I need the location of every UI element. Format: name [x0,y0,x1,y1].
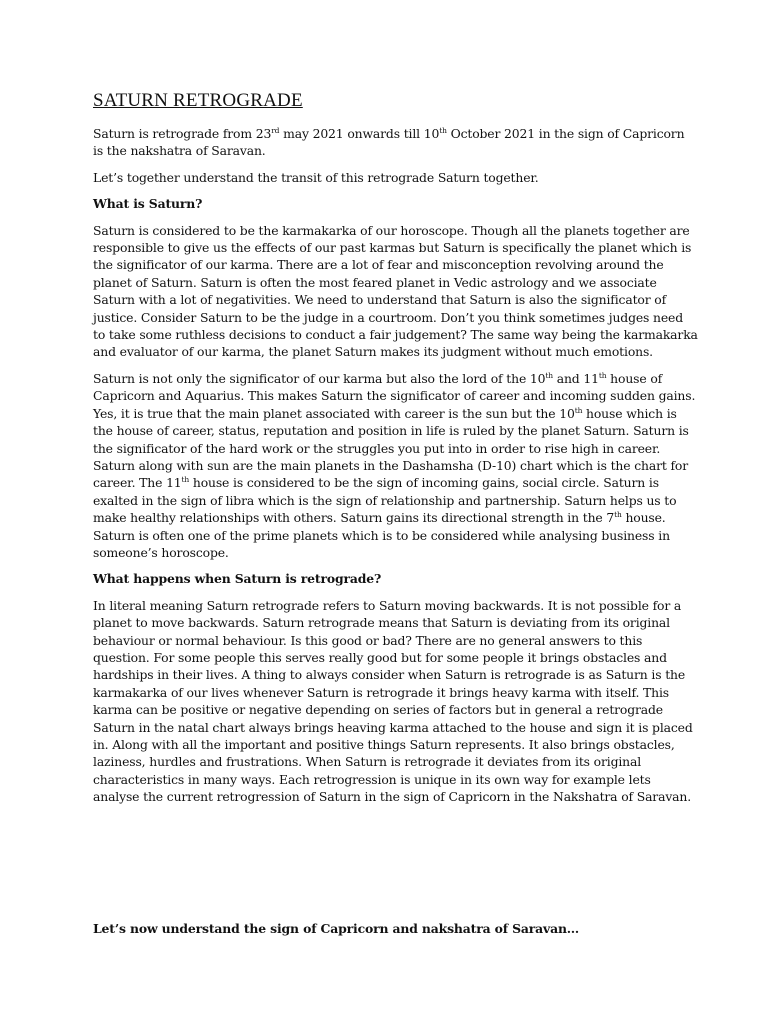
lord-sup-3: th [574,405,583,415]
lord-paragraph [93,370,698,561]
heading-what-is-saturn: What is Saturn? [93,196,203,212]
literal-meaning-paragraph: In literal meaning Saturn retrograde refers to Saturn moving backwards. It is not possible for a planet to move backwards. Saturn retrograde means that Saturn is deviating from its original behaviour or normal behaviour. Is this good or bad? There are no general answers to this question. For some people this serves really good but for some people it brings obstacles and hardships in their lives. A thing to always consider when Saturn is retrograde is as Saturn is the karmakarka of our lives whenever Saturn is retrograde it brings heavy karma with itself. This karma can be positive or negative depending on series of factors but in general a retrograde Saturn in the natal chart always brings heaving karma attached to the house and sign it is placed in. Along with all the important and positive things Saturn represents. It also brings obstacles, laziness, hurdles and frustrations. When Saturn is retrograde it deviates from its original characteristics in many ways. Each retrogression is unique in its own way for example lets analyse the current retrogression of Saturn in the sign of Capricorn in the Nakshatra of Saravan. [93,597,693,805]
document-title: SATURN RETROGRADE [93,90,303,111]
intro-text-1: Saturn is retrograde from 23 [93,126,272,141]
lord-sup-4: th [181,475,190,485]
lord-text-6: house. Saturn is often one of the prime planets which is to be considered while analysing business in someone’s horoscope. [93,510,670,560]
lord-sup-2: th [598,370,607,380]
lets-together-paragraph: Let’s together understand the transit of this retrograde Saturn together. [93,169,539,185]
lord-text-5: house is considered to be the sign of incoming gains, social circle. Saturn is exalted in the sign of libra which is the sign of relationship and partnership. Saturn helps us to make healthy relationships with others. Saturn gains its directional strength in the 7 [93,475,677,526]
blank-space [93,815,698,920]
lord-text-2: and 11 [552,370,599,386]
lord-sup-1: th [545,370,553,380]
intro-paragraph [93,125,698,160]
intro-sup-2: th [439,125,447,135]
lord-text-4: house which is the house of career, status, reputation and position in life is ruled by the planet Saturn. Saturn is the significator of the hard work or the struggles you put into in order to rise high in career. Saturn along with sun are the main planets in the Dashamsha (D-10) chart which is the chart for career. The 11 [93,405,689,491]
karmakarka-paragraph: Saturn is considered to be the karmakarka of our horoscope. Though all the planets together are responsible to give us the effects of our past karmas but Saturn is specifically the planet which is the significator of our karma. There are a lot of fear and misconception revolving around the planet of Saturn. Saturn is often the most feared planet in Vedic astrology and we associate Saturn with a lot of negativities. We need to understand that Saturn is also the significator of justice. Consider Saturn to be the judge in a courtroom. Don’t you think sometimes judges need to take some ruthless decisions to conduct a fair judgement? The same way being the karmakarka and evaluator of our karma, the planet Saturn makes its judgment without much emotions. [93,222,698,360]
intro-text-2: may 2021 onwards till 10 [279,126,440,141]
intro-text-3: October 2021 in the sign of Capricorn is the nakshatra of Saravan. [93,126,685,159]
heading-what-happens: What happens when Saturn is retrograde? [93,571,382,587]
heading-now-understand: Let’s now understand the sign of Capricorn and nakshatra of Saravan… [93,920,580,936]
intro-sup-1: rd [271,125,280,135]
lord-sup-5: th [614,510,622,519]
lord-text-3: house of Capricorn and Aquarius. This makes Saturn the significator of career and incoming sudden gains. Yes, it is true that the main planet associated with career is the sun but the 10 [93,370,696,421]
lord-text-1: Saturn is not only the significator of our karma but also the lord of the 10 [93,370,546,386]
